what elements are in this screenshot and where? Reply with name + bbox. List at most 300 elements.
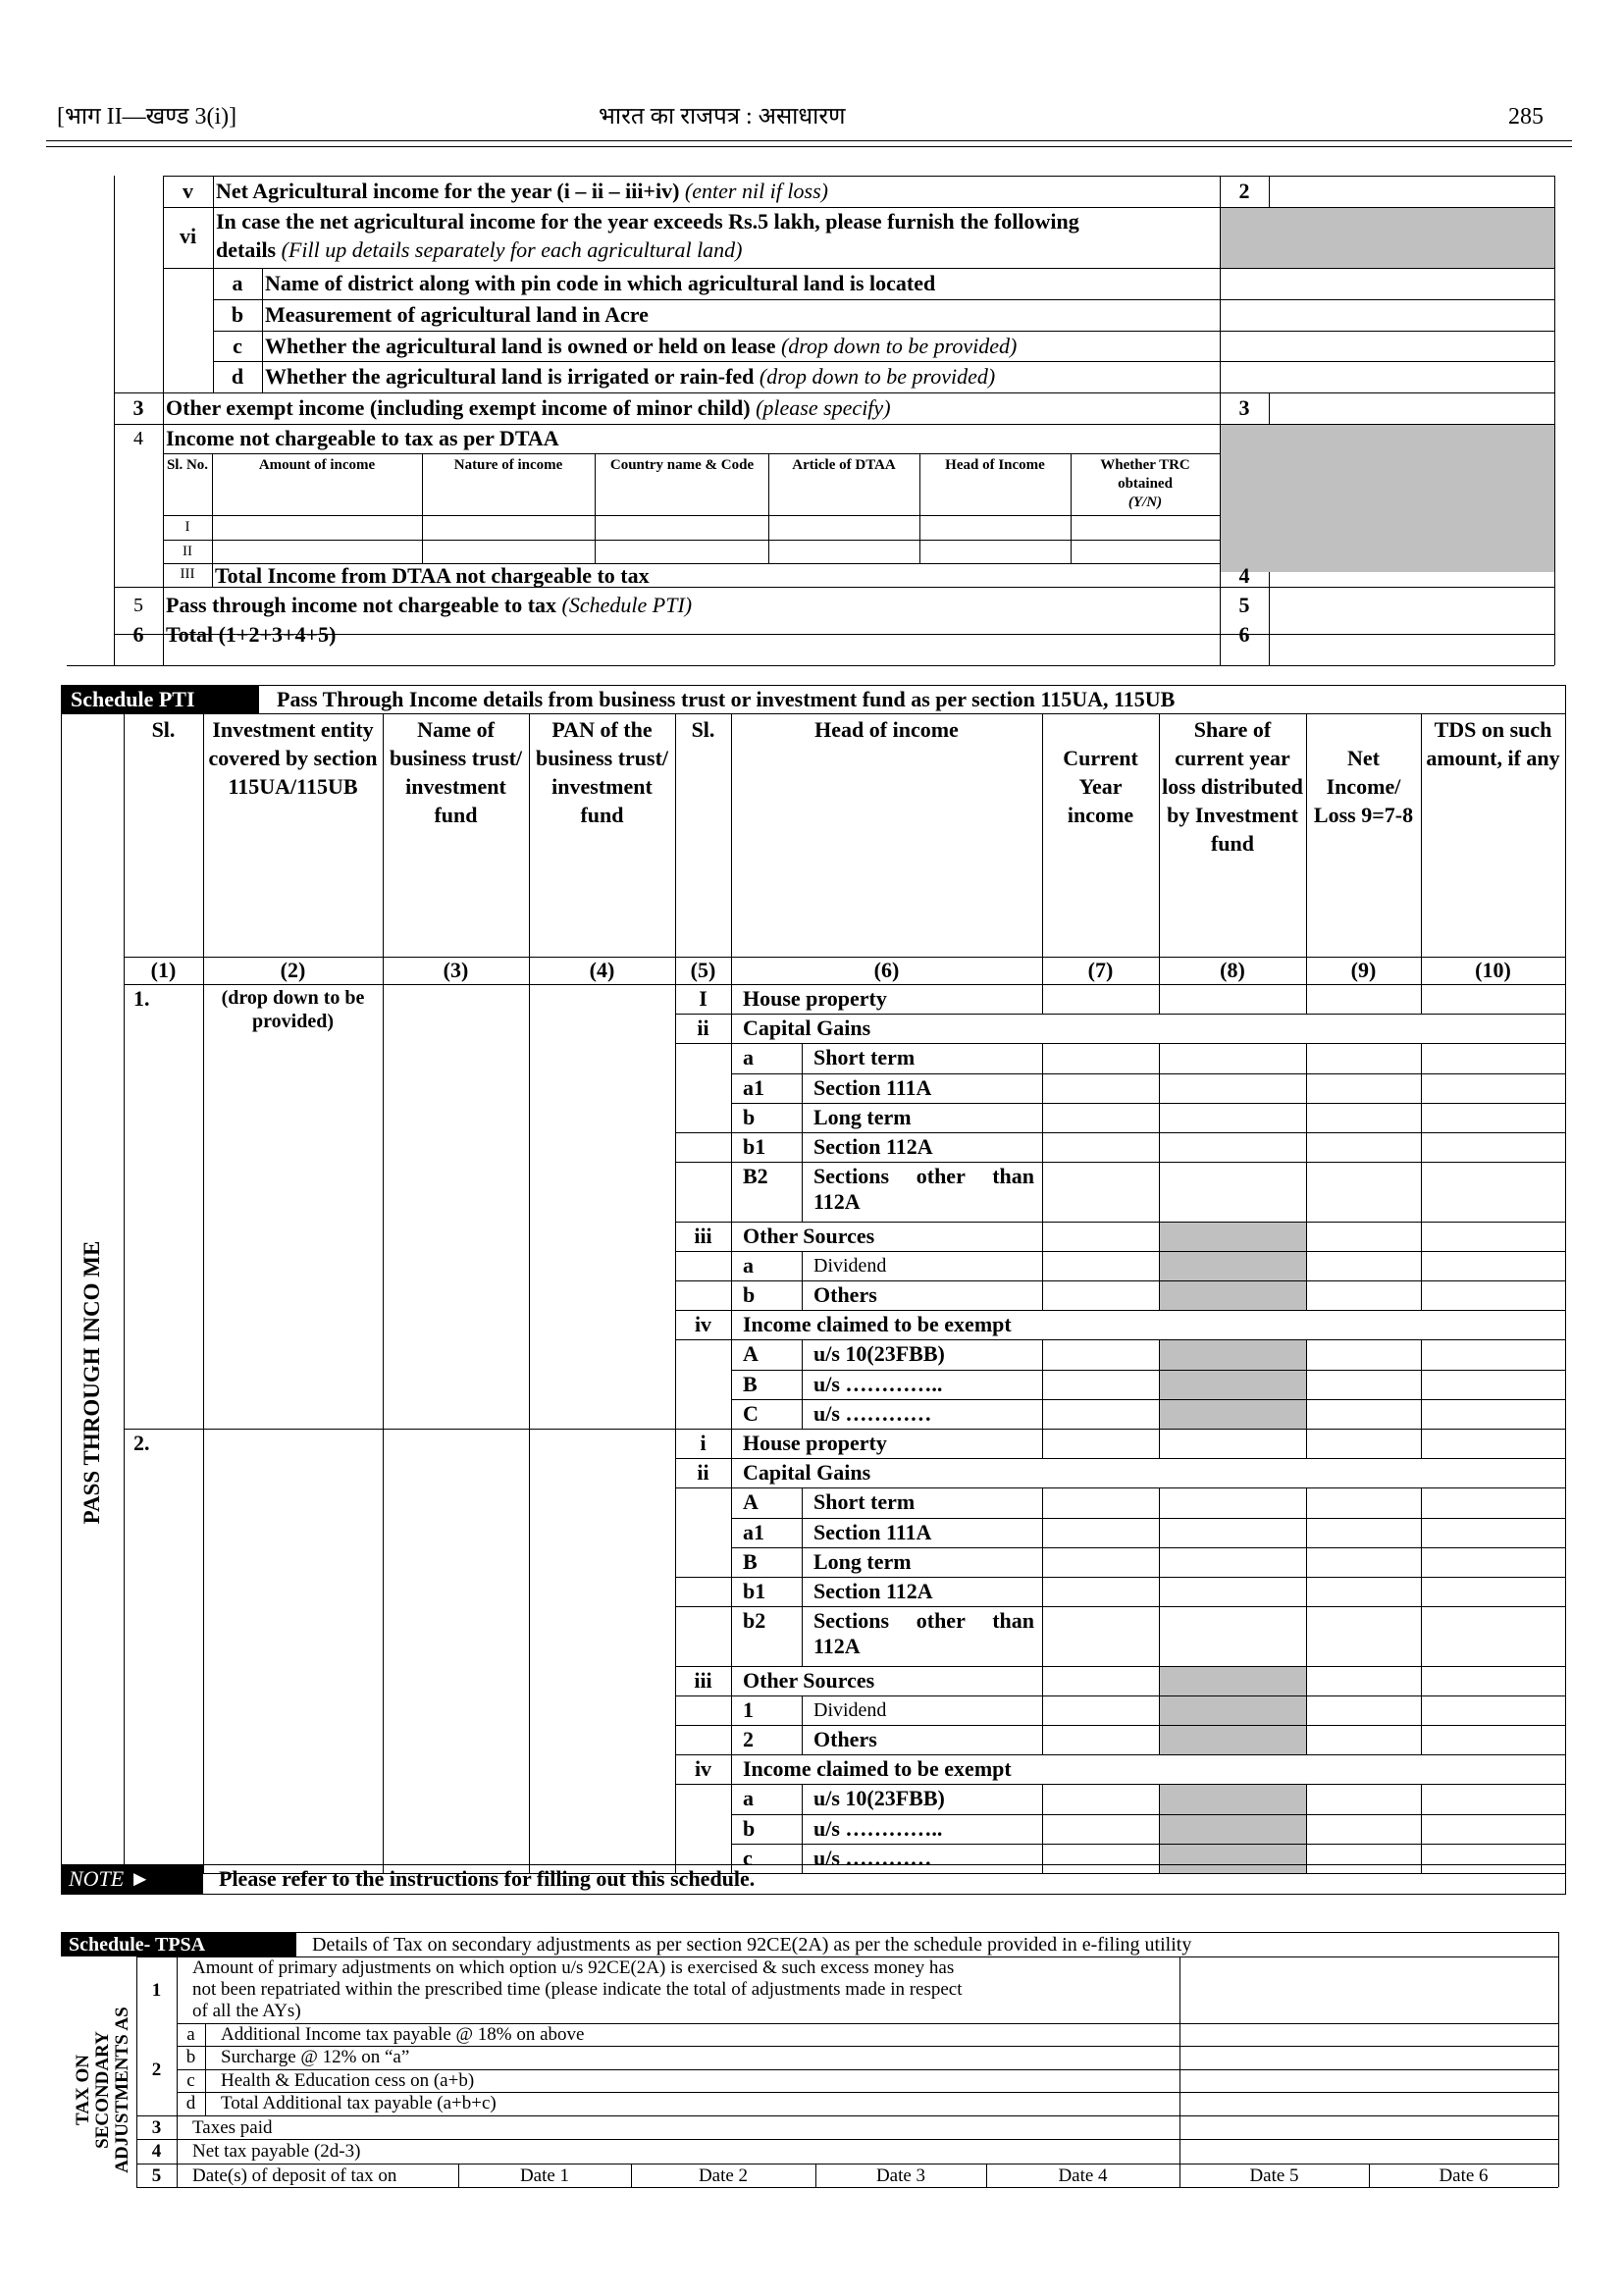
grid-line bbox=[1042, 1784, 1043, 1813]
value-input-cell[interactable] bbox=[1043, 985, 1158, 1013]
value-input-cell[interactable] bbox=[1307, 1400, 1420, 1428]
head-of-income-label: Long term bbox=[813, 1104, 912, 1129]
grid-line bbox=[1421, 1666, 1422, 1695]
column-number: (3) bbox=[443, 958, 469, 982]
grid-line bbox=[1306, 1725, 1307, 1754]
value-input-cell[interactable] bbox=[1422, 985, 1564, 1013]
grid-line bbox=[1306, 1399, 1307, 1429]
note-tag: NOTE ► bbox=[61, 1865, 203, 1894]
value-input-cell[interactable] bbox=[1307, 1607, 1420, 1664]
tpsa-side-text bbox=[74, 1978, 132, 2202]
grid-line bbox=[1042, 1073, 1043, 1103]
value-input-cell[interactable] bbox=[1043, 1252, 1158, 1279]
column-header: PAN of the business trust/ investment fund bbox=[535, 717, 669, 827]
row-sub-sl: b bbox=[743, 1104, 756, 1129]
value-input-cell[interactable] bbox=[1043, 1371, 1158, 1398]
head-of-income-label: House property bbox=[743, 986, 887, 1011]
grid-line bbox=[1159, 1487, 1160, 1517]
grid-line bbox=[1042, 1814, 1043, 1844]
dtaa-row-2[interactable] bbox=[213, 541, 1219, 562]
grid-line bbox=[1306, 1429, 1307, 1458]
value-input-cell[interactable] bbox=[1043, 1430, 1158, 1457]
grid-line bbox=[1421, 1370, 1422, 1399]
irrigated-rainfed-dropdown[interactable] bbox=[1221, 362, 1553, 391]
dtaa-col-article: Article of DTAA bbox=[792, 457, 896, 473]
grid-line bbox=[1306, 1577, 1307, 1606]
tpsa-value-input[interactable] bbox=[1180, 2047, 1557, 2068]
row-sl: b bbox=[231, 302, 244, 327]
grid-line bbox=[1159, 713, 1160, 984]
grid-line bbox=[1042, 1666, 1043, 1695]
column-number: (8) bbox=[1220, 958, 1245, 982]
grid-line bbox=[802, 1280, 803, 1310]
value-input-cell[interactable] bbox=[1422, 1785, 1564, 1812]
value-input-cell[interactable] bbox=[1307, 1726, 1420, 1753]
grid-line bbox=[1042, 1339, 1043, 1369]
grid-line bbox=[1421, 1132, 1422, 1162]
row-sl: 5 bbox=[151, 2165, 162, 2186]
grid-line bbox=[124, 984, 125, 1873]
grid-line bbox=[802, 1695, 803, 1725]
value-input-cell[interactable] bbox=[1043, 1726, 1158, 1753]
grid-line bbox=[802, 1547, 803, 1577]
other-exempt-income-input[interactable] bbox=[1270, 393, 1553, 423]
grid-line bbox=[1421, 1695, 1422, 1725]
row-label-text: Net Agricultural income for the year (i – ii – iii+iv) bbox=[216, 179, 680, 203]
value-input-cell[interactable] bbox=[1043, 1104, 1158, 1131]
value-input-cell[interactable] bbox=[1043, 1667, 1158, 1695]
value-input-cell[interactable] bbox=[1422, 1163, 1564, 1220]
land-acre-input[interactable] bbox=[1221, 300, 1553, 330]
value-input-cell[interactable] bbox=[1422, 1371, 1564, 1398]
grid-line bbox=[1421, 1251, 1422, 1280]
entity-dropdown[interactable]: (drop down to be provided) bbox=[221, 987, 365, 1032]
row-label: Taxes paid bbox=[192, 2117, 273, 2138]
dtaa-col-country: Country name & Code bbox=[609, 457, 755, 473]
dtaa-col-nature: Nature of income bbox=[453, 457, 563, 473]
grid-line bbox=[802, 1784, 803, 1813]
value-input-cell[interactable] bbox=[1422, 1607, 1564, 1664]
row-label bbox=[216, 179, 828, 204]
grid-line bbox=[1159, 1606, 1160, 1665]
row-sub-sl: 2 bbox=[743, 1727, 754, 1751]
grid-line bbox=[383, 984, 384, 1873]
district-pin-input[interactable] bbox=[1221, 269, 1553, 298]
value-input-cell[interactable] bbox=[1043, 1163, 1158, 1220]
head-of-income-label: Short term bbox=[813, 1045, 916, 1070]
row-label-line: not been repatriated within the prescribed time (please indicate the total of adjustments made in respect bbox=[192, 1979, 963, 2000]
grid-line bbox=[124, 957, 1565, 958]
business-trust-name-input[interactable] bbox=[385, 986, 527, 1427]
grid-line bbox=[802, 1487, 803, 1517]
value-input-cell[interactable] bbox=[1422, 1667, 1564, 1695]
grid-line bbox=[1159, 1695, 1160, 1725]
row-ref: 6 bbox=[1238, 622, 1250, 647]
row-note: (drop down to be provided) bbox=[780, 334, 1018, 358]
schedule-tpsa-title: Details of Tax on secondary adjustments as per section 92CE(2A) as per the schedule provided in e-filing utility bbox=[312, 1934, 1192, 1956]
row-sub-sl: 1 bbox=[743, 1696, 754, 1722]
value-input-cell[interactable] bbox=[1043, 1845, 1158, 1872]
grid-line bbox=[1042, 713, 1043, 984]
value-input-cell[interactable] bbox=[1043, 1340, 1158, 1368]
value-input-cell[interactable] bbox=[1043, 1578, 1158, 1605]
grid-line bbox=[802, 1606, 803, 1665]
grid-line bbox=[1306, 1666, 1307, 1695]
disabled-cell bbox=[1160, 1667, 1306, 1696]
head-of-income-label: u/s ………….. bbox=[813, 1371, 943, 1396]
taxes-paid-input[interactable] bbox=[1180, 2116, 1557, 2138]
value-input-cell[interactable] bbox=[1307, 1371, 1420, 1398]
row-label bbox=[166, 593, 692, 618]
row-label-cont bbox=[216, 237, 743, 263]
row-note: (please specify) bbox=[756, 395, 891, 420]
grid-line bbox=[1421, 1429, 1422, 1458]
grid-line bbox=[1159, 1399, 1160, 1429]
deposit-date-field[interactable]: Date 1 bbox=[519, 2165, 570, 2186]
business-trust-pan-input[interactable] bbox=[531, 1431, 673, 1871]
grid-line bbox=[731, 713, 732, 984]
value-input-cell[interactable] bbox=[1307, 1044, 1420, 1071]
header-rule-bottom bbox=[46, 146, 1572, 147]
head-of-income-label: Section 111A bbox=[813, 1519, 932, 1544]
grid-line bbox=[1042, 1162, 1043, 1221]
value-input-cell[interactable] bbox=[1422, 1845, 1564, 1872]
value-input-cell[interactable] bbox=[1043, 1400, 1158, 1428]
value-input-cell[interactable] bbox=[1307, 1667, 1420, 1695]
grid-line bbox=[675, 984, 676, 1873]
value-input-cell[interactable] bbox=[1160, 985, 1305, 1013]
grid-line bbox=[203, 713, 204, 984]
value-input-cell[interactable] bbox=[1307, 1133, 1420, 1161]
value-input-cell[interactable] bbox=[1422, 1133, 1564, 1161]
grid-line bbox=[1421, 1103, 1422, 1132]
value-input-cell[interactable] bbox=[1043, 1519, 1158, 1546]
value-input-cell[interactable] bbox=[1422, 1044, 1564, 1071]
value-input-cell[interactable] bbox=[1043, 1548, 1158, 1576]
grid-line bbox=[1554, 176, 1555, 665]
column-header: Investment entity covered by section 115UA/115UB bbox=[208, 717, 378, 799]
row-sl: iii bbox=[694, 1223, 712, 1248]
deposit-date-field[interactable]: Date 5 bbox=[1249, 2165, 1299, 2186]
value-input-cell[interactable] bbox=[1307, 1519, 1420, 1546]
column-header: Sl. bbox=[151, 717, 176, 742]
grid-line bbox=[802, 1162, 803, 1221]
value-input-cell[interactable] bbox=[1307, 1785, 1420, 1812]
value-input-cell[interactable] bbox=[1307, 1548, 1420, 1576]
grid-line bbox=[1042, 1695, 1043, 1725]
business-trust-pan-input[interactable] bbox=[531, 986, 673, 1427]
grid-line bbox=[1306, 1073, 1307, 1103]
value-input-cell[interactable] bbox=[1422, 1726, 1564, 1753]
grid-line bbox=[802, 1251, 803, 1280]
grid-line bbox=[1421, 1784, 1422, 1813]
value-input-cell[interactable] bbox=[1422, 1223, 1564, 1250]
row-sub-sl: B2 bbox=[743, 1164, 768, 1189]
value-input-cell[interactable] bbox=[1307, 1074, 1420, 1102]
dtaa-col-trc: Whether TRC obtained bbox=[1100, 457, 1190, 492]
row-label: In case the net agricultural income for the year exceeds Rs.5 lakh, please furnish the following bbox=[216, 209, 1079, 234]
value-input-cell[interactable] bbox=[1307, 985, 1420, 1013]
grid-line bbox=[731, 984, 732, 1873]
value-input-cell[interactable] bbox=[1043, 1607, 1158, 1664]
row-sl: iv bbox=[694, 1756, 712, 1782]
value-input-cell[interactable] bbox=[1160, 1104, 1305, 1131]
grid-line bbox=[1159, 1162, 1160, 1221]
grid-line bbox=[1159, 1132, 1160, 1162]
head-of-income-label: Short term bbox=[813, 1489, 916, 1515]
value-input-cell[interactable] bbox=[1043, 1815, 1158, 1843]
grid-line bbox=[802, 1725, 803, 1754]
value-input-cell[interactable] bbox=[1043, 1785, 1158, 1812]
dtaa-row-1[interactable] bbox=[213, 516, 1219, 539]
value-input-cell[interactable] bbox=[1307, 1104, 1420, 1131]
pass-through-income-input[interactable] bbox=[1270, 603, 1553, 633]
row-sl: 3 bbox=[151, 2117, 162, 2138]
value-input-cell[interactable] bbox=[1307, 1163, 1420, 1220]
grid-line bbox=[1306, 713, 1307, 984]
column-number: (4) bbox=[589, 958, 615, 982]
grid-line bbox=[1306, 1370, 1307, 1399]
business-trust-name-input[interactable] bbox=[385, 1431, 527, 1871]
grid-line bbox=[802, 1339, 803, 1369]
row-label-text: details bbox=[216, 237, 277, 262]
grid-line bbox=[1306, 1280, 1307, 1310]
tpsa-value-input[interactable] bbox=[1180, 2093, 1557, 2114]
value-input-cell[interactable] bbox=[1422, 1488, 1564, 1516]
grid-line bbox=[1159, 1073, 1160, 1103]
row-label-text: Pass through income not chargeable to tax bbox=[166, 593, 557, 617]
grid-line bbox=[1159, 1844, 1160, 1873]
grid-line bbox=[1042, 1577, 1043, 1606]
grid-line bbox=[1421, 1280, 1422, 1310]
value-input-cell[interactable] bbox=[1422, 1074, 1564, 1102]
row-sl: ii bbox=[697, 1460, 709, 1486]
value-input-cell[interactable] bbox=[1307, 1252, 1420, 1279]
grid-line bbox=[124, 713, 125, 984]
row-label-text: Whether the agricultural land is irrigated or rain-fed bbox=[265, 364, 755, 389]
grid-line bbox=[1421, 1725, 1422, 1754]
row-sub-sl: A bbox=[743, 1489, 759, 1515]
deposit-date-field[interactable]: Date 3 bbox=[875, 2165, 926, 2186]
disabled-cell bbox=[1160, 1252, 1306, 1281]
value-input-cell[interactable] bbox=[1422, 1815, 1564, 1843]
tpsa-value-input[interactable] bbox=[1180, 2024, 1557, 2046]
grid-line bbox=[1421, 1518, 1422, 1547]
value-input-cell[interactable] bbox=[1043, 1133, 1158, 1161]
row-ref: 3 bbox=[1238, 395, 1250, 420]
value-input-cell[interactable] bbox=[1422, 1340, 1564, 1368]
row-ref: 5 bbox=[1238, 593, 1250, 617]
value-input-cell[interactable] bbox=[1307, 1815, 1420, 1843]
value-input-cell[interactable] bbox=[1160, 1548, 1305, 1576]
row-sl: vi bbox=[179, 224, 197, 248]
row-sub-sl: b bbox=[743, 1815, 756, 1841]
tpsa-side-label bbox=[69, 1962, 137, 2186]
deposit-date-field[interactable]: Date 4 bbox=[1058, 2165, 1108, 2186]
value-input-cell[interactable] bbox=[1307, 1430, 1420, 1457]
value-input-cell[interactable] bbox=[1422, 1104, 1564, 1131]
value-input-cell[interactable] bbox=[1160, 1430, 1305, 1457]
grid-line bbox=[802, 1577, 803, 1606]
grid-line bbox=[802, 1043, 803, 1072]
value-input-cell[interactable] bbox=[1160, 1578, 1305, 1605]
column-number: (6) bbox=[873, 958, 900, 982]
row-label: Total Additional tax payable (a+b+c) bbox=[221, 2093, 497, 2113]
head-of-income-label: Section 112A bbox=[813, 1134, 933, 1159]
row-sl: 2 bbox=[151, 2060, 162, 2080]
value-input-cell[interactable] bbox=[1422, 1548, 1564, 1576]
row-sub-sl: B bbox=[743, 1548, 758, 1574]
grid-line bbox=[675, 1754, 1565, 1755]
column-header: Current Year income bbox=[1063, 746, 1138, 827]
grid-line bbox=[1421, 1339, 1422, 1369]
grid-line bbox=[1421, 1814, 1422, 1844]
value-input-cell[interactable] bbox=[1307, 1696, 1420, 1724]
grid-line bbox=[1421, 713, 1422, 984]
disabled-cell bbox=[1221, 425, 1554, 572]
value-input-cell[interactable] bbox=[1422, 1430, 1564, 1457]
value-input-cell[interactable] bbox=[1422, 1519, 1564, 1546]
value-input-cell[interactable] bbox=[1160, 1163, 1305, 1220]
row-label: Measurement of agricultural land in Acre bbox=[265, 302, 649, 327]
dtaa-total-input[interactable] bbox=[1270, 573, 1553, 602]
grid-line bbox=[802, 1518, 803, 1547]
column-header: Net Income/ Loss 9=7-8 bbox=[1313, 746, 1414, 827]
grid-line bbox=[1042, 1043, 1043, 1072]
grid-line bbox=[1042, 1103, 1043, 1132]
page-header-title: भारत का राजपत्र : असाधारण bbox=[599, 104, 846, 130]
schedule-pti-title: Pass Through Income details from business trust or investment fund as per section 115UA, 115UB bbox=[277, 687, 1176, 711]
grid-line bbox=[1421, 984, 1422, 1014]
deposit-date-field[interactable]: Date 6 bbox=[1439, 2165, 1489, 2186]
dtaa-row-sl: I bbox=[184, 519, 190, 535]
value-input-cell[interactable] bbox=[1160, 1133, 1305, 1161]
net-tax-payable-input[interactable] bbox=[1180, 2140, 1557, 2163]
value-input-cell[interactable] bbox=[1043, 1044, 1158, 1071]
row-label-line: Amount of primary adjustments on which option u/s 92CE(2A) is exercised & such excess money has bbox=[192, 1957, 955, 1978]
value-input-cell[interactable] bbox=[1043, 1488, 1158, 1516]
grid-line bbox=[1306, 1606, 1307, 1665]
row-sub-sl: b1 bbox=[743, 1134, 766, 1159]
column-header: Share of current year loss distributed by Investment fund bbox=[1162, 717, 1303, 856]
grid-line bbox=[1159, 1577, 1160, 1606]
grid-line bbox=[1159, 1784, 1160, 1813]
grid-line bbox=[1042, 1725, 1043, 1754]
row-sub-sl: a bbox=[743, 1252, 754, 1278]
row-sub-sl: d bbox=[185, 2093, 196, 2113]
row-sl: 1 bbox=[151, 1980, 162, 2001]
row-label: Name of district along with pin code in which agricultural land is located bbox=[265, 271, 936, 295]
grid-line bbox=[1159, 1043, 1160, 1072]
value-input-cell[interactable] bbox=[1422, 1252, 1564, 1279]
tpsa-value-input[interactable] bbox=[1180, 2070, 1557, 2092]
column-number: (1) bbox=[150, 958, 177, 982]
value-input-cell[interactable] bbox=[1043, 1281, 1158, 1309]
row-ref: 4 bbox=[1238, 563, 1250, 588]
disabled-cell bbox=[1160, 1340, 1306, 1370]
grid-line bbox=[802, 1844, 803, 1873]
value-input-cell[interactable] bbox=[1160, 1488, 1305, 1516]
net-agri-income-input[interactable] bbox=[1270, 177, 1553, 206]
grid-line bbox=[67, 665, 1554, 666]
head-of-income-label: Other Sources bbox=[743, 1223, 875, 1248]
column-number: (5) bbox=[690, 958, 716, 982]
value-input-cell[interactable] bbox=[1422, 1400, 1564, 1428]
value-input-cell[interactable] bbox=[1160, 1519, 1305, 1546]
grid-line bbox=[802, 1132, 803, 1162]
grid-line bbox=[1042, 1222, 1043, 1251]
value-input-cell[interactable] bbox=[1307, 1845, 1420, 1872]
grid-line bbox=[1042, 1399, 1043, 1429]
row-sl: 3 bbox=[132, 395, 144, 420]
total-exempt-input[interactable] bbox=[1270, 635, 1553, 664]
head-of-income-label: Dividend bbox=[813, 1698, 887, 1721]
owned-leased-dropdown[interactable] bbox=[1221, 332, 1553, 360]
deposit-date-field[interactable]: Date 2 bbox=[698, 2165, 749, 2186]
row-sl: 5 bbox=[133, 595, 143, 616]
head-of-income-label: Section 112A bbox=[813, 1579, 933, 1603]
grid-line bbox=[1306, 1103, 1307, 1132]
page-header-part: [भाग II—खण्ड 3(i)] bbox=[57, 104, 237, 130]
grid-line bbox=[1306, 1487, 1307, 1517]
value-input-cell[interactable] bbox=[1422, 1578, 1564, 1605]
header-rule-top bbox=[46, 140, 1572, 141]
value-input-cell[interactable] bbox=[1307, 1488, 1420, 1516]
row-label: Income not chargeable to tax as per DTAA bbox=[166, 426, 559, 450]
grid-line bbox=[1042, 1429, 1043, 1458]
row-sl: v bbox=[183, 179, 193, 203]
grid-line bbox=[1306, 1547, 1307, 1577]
grid-line bbox=[1159, 1429, 1160, 1458]
grid-line bbox=[61, 1894, 1565, 1895]
row-sl: a bbox=[232, 271, 243, 295]
grid-line bbox=[1042, 1132, 1043, 1162]
row-label bbox=[265, 364, 995, 390]
value-input-cell[interactable] bbox=[1307, 1281, 1420, 1309]
value-input-cell[interactable] bbox=[1160, 1074, 1305, 1102]
row-sl: ii bbox=[697, 1016, 709, 1041]
row-sl: 4 bbox=[133, 428, 143, 449]
grid-line bbox=[1421, 1606, 1422, 1665]
row-note: (Schedule PTI) bbox=[561, 593, 693, 617]
grid-line bbox=[203, 984, 204, 1873]
value-input-cell[interactable] bbox=[1043, 1223, 1158, 1250]
grid-line bbox=[529, 713, 530, 984]
row-label-text: Other exempt income (including exempt income of minor child) bbox=[166, 395, 751, 420]
value-input-cell[interactable] bbox=[1307, 1223, 1420, 1250]
grid-line bbox=[1306, 1043, 1307, 1072]
entry-sl: 2. bbox=[133, 1431, 150, 1455]
value-input-cell[interactable] bbox=[1160, 1607, 1305, 1664]
value-input-cell[interactable] bbox=[1307, 1578, 1420, 1605]
primary-adjustment-input[interactable] bbox=[1180, 1957, 1557, 2022]
grid-line bbox=[1421, 1043, 1422, 1072]
row-label: Net tax payable (2d-3) bbox=[192, 2141, 361, 2162]
value-input-cell[interactable] bbox=[1160, 1044, 1305, 1071]
value-input-cell[interactable] bbox=[1307, 1340, 1420, 1368]
row-sub-sl: A bbox=[743, 1341, 759, 1367]
row-sub-sl: a bbox=[186, 2024, 195, 2045]
grid-line bbox=[1421, 1399, 1422, 1429]
row-sub-sl: b1 bbox=[743, 1579, 766, 1603]
value-input-cell[interactable] bbox=[1422, 1696, 1564, 1724]
column-header: Head of income bbox=[814, 717, 959, 742]
grid-line bbox=[1306, 1784, 1307, 1813]
value-input-cell[interactable] bbox=[1043, 1696, 1158, 1724]
value-input-cell[interactable] bbox=[1422, 1281, 1564, 1309]
value-input-cell[interactable] bbox=[1043, 1074, 1158, 1102]
grid-line bbox=[1159, 1666, 1160, 1695]
